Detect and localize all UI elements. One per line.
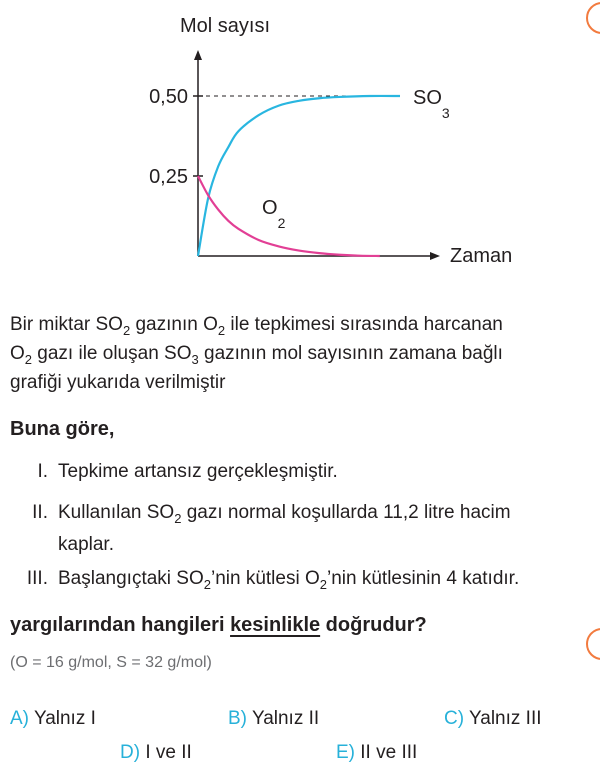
intro-line-1: Bir miktar $SO_2$ gazının $O_2$ ile tepkimesi sırasında harcanan xyxy=(10,314,503,338)
statement-1 xyxy=(8,457,338,486)
question-lead: Buna göre, xyxy=(10,418,115,440)
y-axis-arrow xyxy=(194,50,202,60)
roman-numeral: II. xyxy=(32,502,48,523)
statement-3: III. Başlangıçtaki $SO_2’nin$ kütlesi $O_2’nin$ kütlesinin 4 katıdır. xyxy=(8,564,519,593)
series-label-o2: $O_2$ xyxy=(262,197,286,231)
mol-time-chart xyxy=(0,0,600,290)
option-c[interactable]: C) Yalnız III xyxy=(444,708,542,729)
statement-2-cont: kaplar. xyxy=(58,534,114,555)
y-tick-label: 0,25 xyxy=(149,166,188,188)
molar-mass-hint: (O = 16 g/mol, S = 32 g/mol) xyxy=(10,654,212,671)
emphasis-word: kesinlikle xyxy=(230,614,321,636)
series-line-so3 xyxy=(198,96,400,256)
intro-line-2: $O_2$ gazı ile oluşan $SO_3$ gazının mol sayısının zamana bağlı xyxy=(10,343,503,367)
option-a[interactable]: A) Yalnız I xyxy=(10,708,96,729)
corner-badge-mid xyxy=(586,628,600,660)
y-tick-label: 0,50 xyxy=(149,86,188,108)
series-label-so3: $SO_3$ xyxy=(413,87,450,121)
question-intro xyxy=(10,310,600,397)
statement-text: Tepkime artansız gerçekleşmiştir. xyxy=(58,461,338,482)
y-axis-label: Mol sayısı xyxy=(180,15,271,37)
statement-2: II. Kullanılan $SO_2$ gazı normal koşullarda 11,2 litre hacim xyxy=(8,498,511,527)
x-axis-arrow xyxy=(430,252,440,260)
x-axis-label: Zaman xyxy=(450,245,513,267)
roman-numeral: III. xyxy=(26,568,48,589)
option-d[interactable]: D) I ve II xyxy=(120,742,192,763)
question-ask: yargılarından hangileri kesinlikle doğrudur? xyxy=(10,614,427,636)
option-b[interactable]: B) Yalnız II xyxy=(228,708,320,729)
option-e[interactable]: E) II ve III xyxy=(336,742,418,763)
series-line-o2 xyxy=(198,176,380,256)
intro-line-3: grafiği yukarıda verilmiştir xyxy=(10,372,226,393)
roman-numeral: I. xyxy=(37,461,48,482)
